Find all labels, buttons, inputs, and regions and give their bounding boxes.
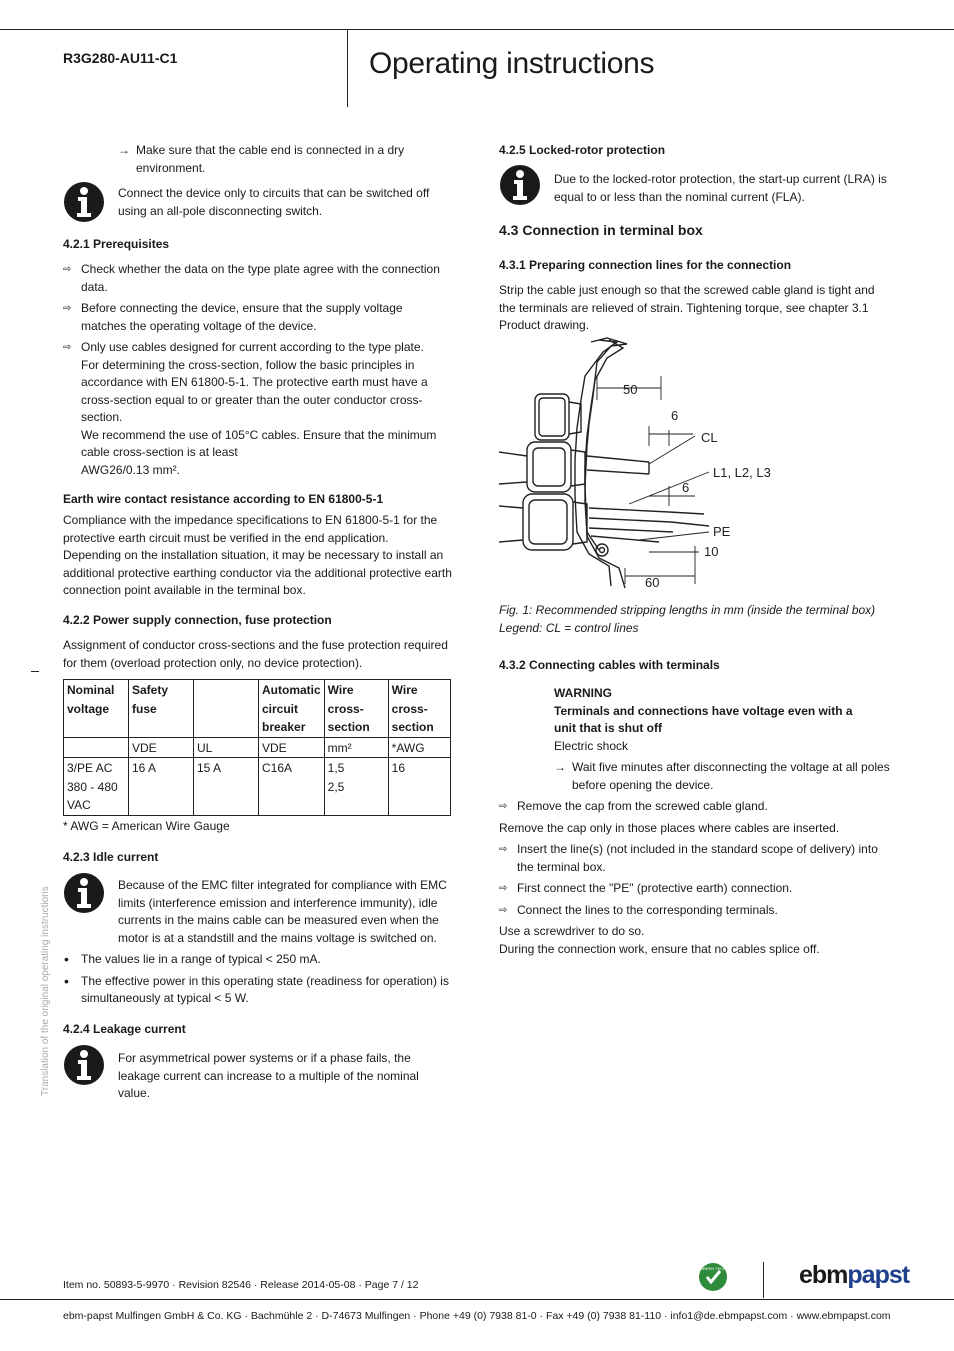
label-cl: CL <box>701 430 718 445</box>
double-arrow-icon: ⇨ <box>499 883 508 894</box>
table-row: 3/PE AC 380 - 480 VAC 16 A 15 A C16A 1,5 2,5 16 <box>64 758 451 816</box>
earth-text: Compliance with the impedance specifications to EN 61800-5-1 for the protective earth circuit must be verified in the end application. Depending on the installation situation, it may be necessary to install an additional protective earthing conductor via the additional protective earth connection point available in the terminal box. <box>63 513 452 597</box>
idle-note: Because of the EMC filter integrated for compliance with EMC limits (interference emission and interference immunity), idle currents in the mains cable can be measured even when the motor is at a standstill and the mains voltage is switched on. <box>118 878 447 945</box>
dim-6-top: 6 <box>671 408 679 423</box>
dim-10: 10 <box>704 544 719 559</box>
leak-heading: 4.2.4 Leakage current <box>63 1022 186 1036</box>
label-pe: PE <box>713 524 731 539</box>
cables-heading: 4.3.2 Connecting cables with terminals <box>499 658 720 672</box>
fig-caption: Fig. 1: Recommended stripping lengths in mm (inside the terminal box) Legend: CL = control lines <box>499 603 876 635</box>
warning-sub: Terminals and connections have voltage even with a unit that is shut off <box>554 703 853 735</box>
idle-heading: 4.2.3 Idle current <box>63 850 159 864</box>
lock-note: Due to the locked-rotor protection, the start-up current (LRA) is equal to or less than the nominal current (FLA). <box>554 172 887 204</box>
right-arrow-icon: → <box>118 143 130 157</box>
warning-hazard: Electric shock <box>554 738 629 753</box>
dim-6-lower: 6 <box>682 480 690 495</box>
list-item: ⇨ First connect the "PE" (protective earth) connection. <box>499 880 889 898</box>
prep-heading: 4.3.1 Preparing connection lines for the connection <box>499 258 792 272</box>
double-arrow-icon: ⇨ <box>63 342 72 353</box>
right-arrow-icon: → <box>554 760 566 774</box>
prereq-list <box>63 261 449 483</box>
remove-cap-block: ⇨ Remove the cap from the screwed cable gland. Remove the cap only in those places where cables are inserted. ⇨ Insert the line(s) (not included in the standard scope of delivery) into the terminal box. ⇨ First connect the "PE" (protective earth) connection. ⇨ Connect the lines to the corresponding terminals. Use a screwdriver to do so. During the connection work, ensure that no cables splice off. <box>499 798 889 958</box>
info-icon <box>63 1044 105 1086</box>
conn-heading: 4.3 Connection in terminal box <box>499 222 703 238</box>
label-l1l2l3: L1, L2, L3 <box>713 465 771 480</box>
double-arrow-icon: ⇨ <box>63 303 72 314</box>
margin-tick <box>31 671 39 672</box>
bullet-dot-icon: • <box>64 951 69 967</box>
info-icon <box>63 872 105 914</box>
table-units-row: VDE UL VDE mm² *AWG <box>64 737 451 758</box>
footer-divider <box>763 1262 764 1298</box>
double-arrow-icon: ⇨ <box>499 801 508 812</box>
double-arrow-icon: ⇨ <box>499 904 508 916</box>
bullet-dot-icon: • <box>64 972 69 989</box>
leak-note: For asymmetrical power systems or if a phase fails, the leakage current can increase to a multiple of the nominal value. <box>118 1051 419 1100</box>
idle-list <box>63 951 453 1012</box>
brand-logo: ebmpapst <box>799 1261 910 1289</box>
item-line: Item no. 50893-5-9970 · Revision 82546 · Release 2014-05-08 · Page 7 / 12 <box>63 1279 419 1291</box>
list-item: • The effective power in this operating state (readiness for operation) is simultaneously at typical < 5 W. <box>64 972 449 1005</box>
earth-heading: Earth wire contact resistance according to EN 61800-5-1 <box>63 492 384 506</box>
header-divider <box>347 30 348 107</box>
company-line: ebm-papst Mulfingen GmbH & Co. KG · Bachmühle 2 · D-74673 Mulfingen · Phone +49 (0) 7938 81-0 · Fax +49 (0) 7938 81-110 · info1@de.ebmpapst.com · www.ebmpapst.com <box>63 1310 891 1322</box>
dry-env-step <box>118 142 446 177</box>
stripping-figure <box>499 336 799 598</box>
list-item: • The values lie in a range of typical < 250 mA. <box>64 951 321 967</box>
note-disconnect: Connect the device only to circuits that can be switched off using an all-pole disconnecting switch. <box>118 186 430 218</box>
power-heading: 4.2.2 Power supply connection, fuse protection <box>63 613 332 627</box>
prereq-heading: 4.2.1 Prerequisites <box>63 237 170 251</box>
power-text: Assignment of conductor cross-sections and the fuse protection required for them (overload protection only, no device protection). <box>63 638 448 670</box>
list-item: ⇨ Before connecting the device, ensure that the supply voltage matches the operating voltage of the device. <box>63 301 403 333</box>
list-item: ⇨ Only use cables designed for current according to the type plate. For determining the cross-section, follow the basic principles in accordance with EN 61800-5-1. The protective earth must have a cross-section equal to or greater than the outer conductor cross-section. We recommend the use of 105°C cables. Ensure that the minimum cable cross-section is at least AWG26/0.13 mm². <box>63 340 437 477</box>
awg-note: * AWG = American Wire Gauge <box>63 819 230 833</box>
lock-heading: 4.2.5 Locked-rotor protection <box>499 143 666 157</box>
double-arrow-icon: ⇨ <box>63 264 72 275</box>
model-number: R3G280-AU11-C1 <box>63 50 178 66</box>
list-item: ⇨ Check whether the data on the type plate agree with the connection data. <box>63 262 440 294</box>
footer-rule <box>0 1299 954 1300</box>
double-arrow-icon: ⇨ <box>499 844 508 855</box>
green-tech-badge <box>698 1262 728 1292</box>
page-title: Operating instructions <box>369 47 655 80</box>
info-icon <box>499 164 541 206</box>
svg-text:GREEN TECH: GREEN TECH <box>699 1266 727 1271</box>
prep-text: Strip the cable just enough so that the screwed cable gland is tight and the terminals are relieved of strain. Tightening torque, see chapter 3.1 Product drawing. <box>499 283 875 332</box>
table-header-row: Nominal voltage Safety fuse Automatic circuit breaker Wire cross-section Wire cross-section <box>64 680 451 738</box>
list-item: ⇨ Remove the cap from the screwed cable gland. <box>499 798 889 816</box>
info-icon <box>63 181 105 223</box>
dry-env-text: Make sure that the cable end is connected in a dry environment. <box>136 143 405 175</box>
header-top-rule <box>0 29 954 30</box>
list-item: ⇨ Insert the line(s) (not included in the standard scope of delivery) into the terminal box. <box>499 842 878 874</box>
fuse-table <box>63 679 451 816</box>
side-note: Translation of the original operating instructions <box>40 886 51 1096</box>
dim-60: 60 <box>645 575 660 590</box>
dim-50: 50 <box>623 382 638 397</box>
warning-title: WARNING <box>554 686 612 700</box>
warning-block: WARNING Terminals and connections have voltage even with a unit that is shut off Electric shock → Wait five minutes after disconnecting the voltage at all poles before opening the device. <box>554 685 894 794</box>
list-item: ⇨ Connect the lines to the corresponding terminals. <box>499 902 889 920</box>
